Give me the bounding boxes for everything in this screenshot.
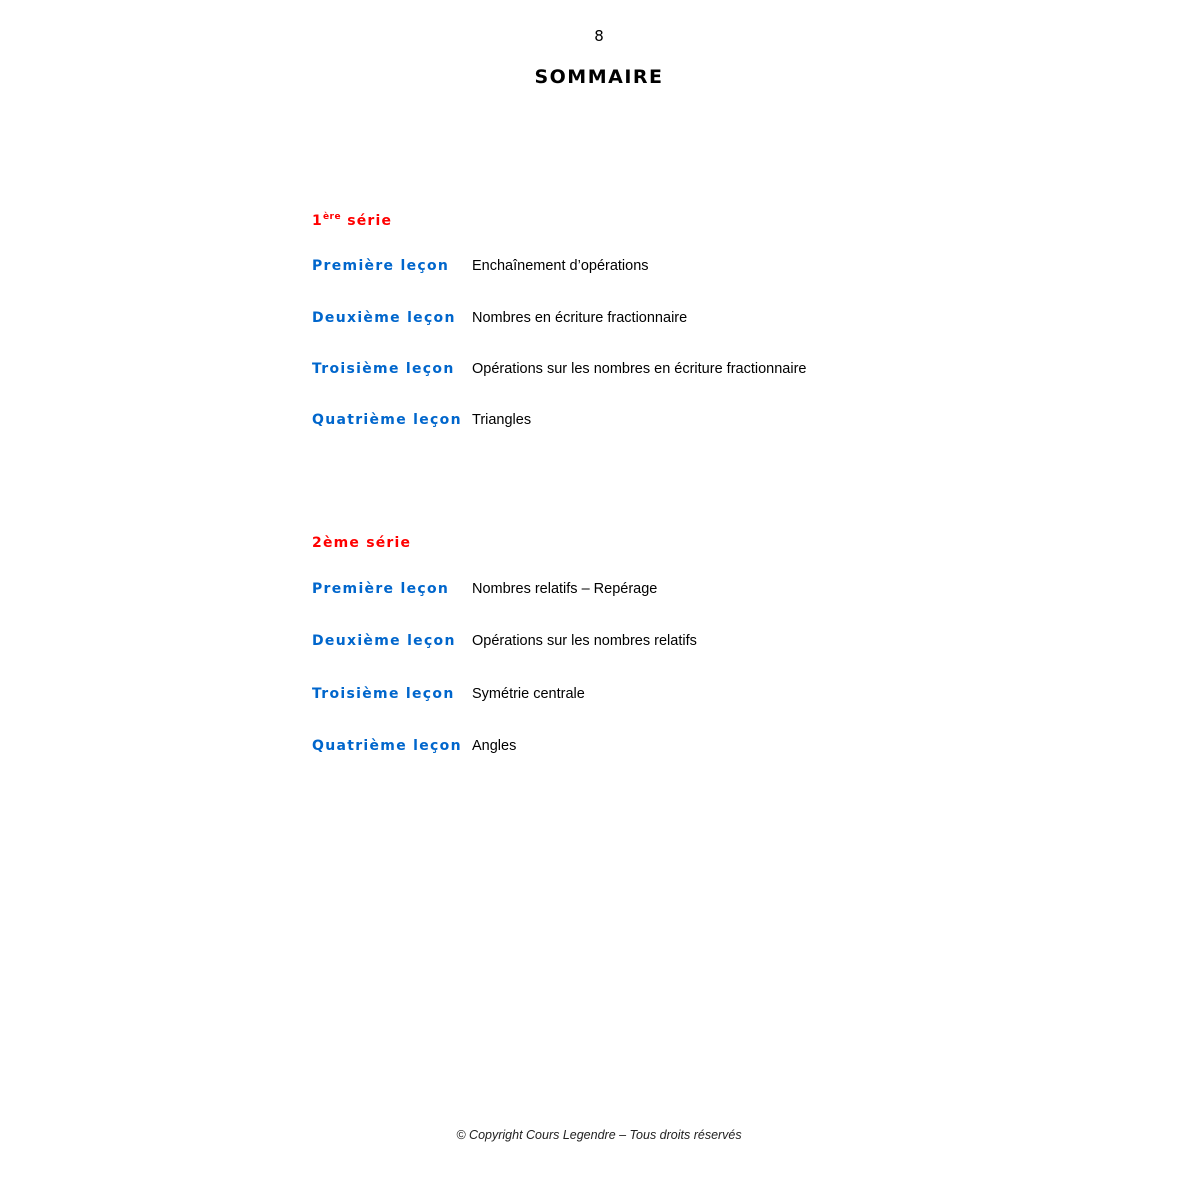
serie-heading: 2ème série	[312, 535, 412, 551]
lesson-label: Deuxième leçon	[312, 633, 456, 649]
serie-word: série	[347, 213, 393, 229]
page-title: SOMMAIRE	[534, 66, 664, 88]
lesson-topic: Nombres en écriture fractionnaire	[472, 310, 688, 326]
lesson-label: Première leçon	[312, 258, 450, 274]
lesson-topic: Angles	[472, 738, 517, 754]
lesson-topic: Nombres relatifs – Repérage	[472, 581, 658, 597]
section-serie-2	[312, 533, 1012, 754]
lesson-topic: Opérations sur les nombres relatifs	[472, 633, 697, 649]
section-serie-1	[312, 211, 1012, 428]
page-number: 8	[594, 27, 604, 45]
lesson-topic: Symétrie centrale	[472, 686, 585, 702]
lesson-label: Première leçon	[312, 581, 450, 597]
lesson-topic: Enchaînement d’opérations	[472, 258, 649, 274]
lesson-label: Quatrième leçon	[312, 412, 462, 428]
lesson-topic: Triangles	[472, 412, 532, 428]
lesson-label: Deuxième leçon	[312, 310, 456, 326]
copyright-footer: © Copyright Cours Legendre – Tous droits réservés	[456, 1128, 742, 1142]
serie-heading	[312, 211, 1012, 231]
lesson-label: Troisième leçon	[312, 686, 455, 702]
lesson-label: Quatrième leçon	[312, 738, 462, 754]
lesson-label: Troisième leçon	[312, 361, 455, 377]
serie-ordinal: ère	[322, 212, 342, 222]
lesson-topic: Opérations sur les nombres en écriture fractionnaire	[472, 361, 807, 377]
serie-number: 1	[312, 213, 323, 229]
